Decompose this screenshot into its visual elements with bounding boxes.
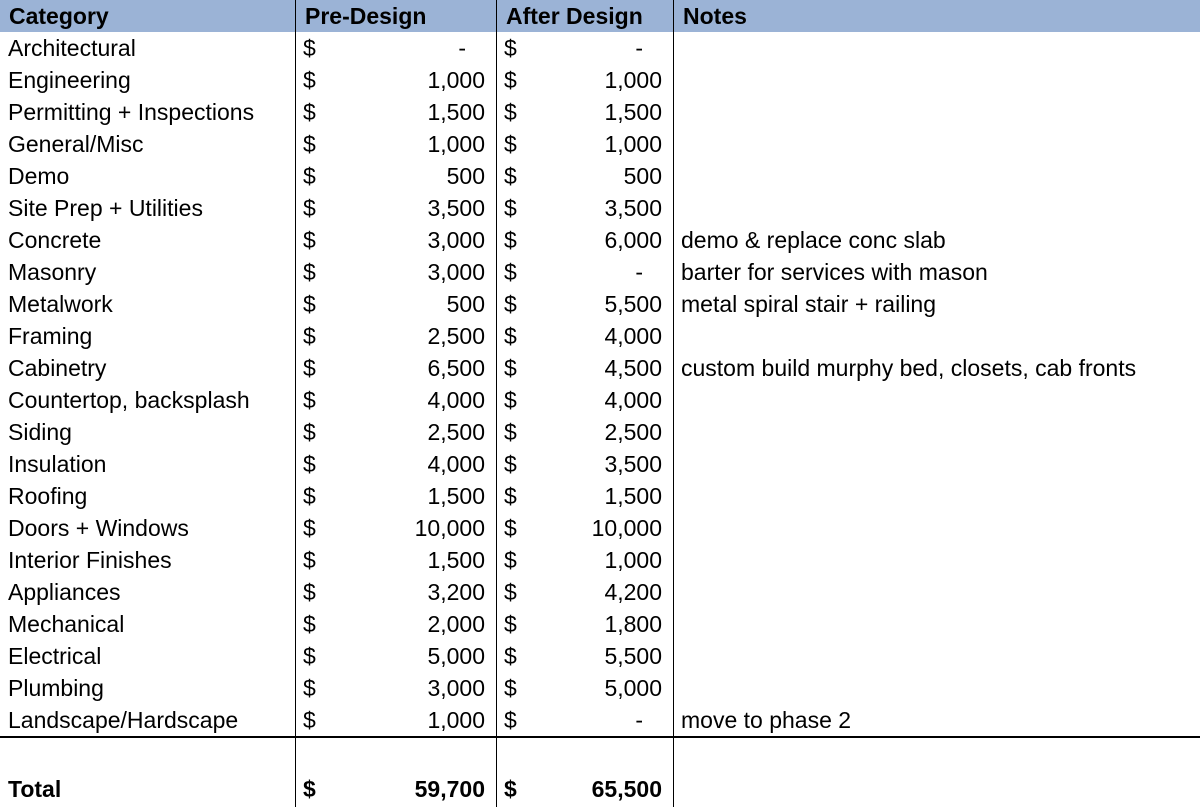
currency-symbol: $ <box>303 67 316 93</box>
row-category: Siding <box>0 416 296 448</box>
row-pre-design <box>296 672 497 704</box>
after-amount: - <box>635 707 643 733</box>
row-pre-design <box>296 192 497 224</box>
row-after-design <box>497 32 674 64</box>
table-row <box>0 544 1200 576</box>
row-after-design <box>497 224 674 256</box>
currency-symbol: $ <box>504 291 517 317</box>
after-amount: - <box>635 259 643 285</box>
table-row <box>0 416 1200 448</box>
row-category: Site Prep + Utilities <box>0 192 296 224</box>
table-row <box>0 352 1200 384</box>
row-pre-design <box>296 448 497 480</box>
total-after-amount: 65,500 <box>591 776 662 802</box>
row-category: Countertop, backsplash <box>0 384 296 416</box>
after-amount: - <box>635 35 643 61</box>
row-pre-design <box>296 704 497 736</box>
table-row <box>0 192 1200 224</box>
table-row <box>0 320 1200 352</box>
row-category: Roofing <box>0 480 296 512</box>
row-after-design <box>497 128 674 160</box>
row-pre-design <box>296 96 497 128</box>
row-after-design <box>497 384 674 416</box>
currency-symbol: $ <box>303 163 316 189</box>
total-after-design <box>497 771 674 807</box>
row-notes <box>674 448 1200 480</box>
row-after-design <box>497 640 674 672</box>
total-row <box>0 771 1200 807</box>
row-category: Cabinetry <box>0 352 296 384</box>
currency-symbol: $ <box>504 131 517 157</box>
row-notes: demo & replace conc slab <box>681 227 946 253</box>
after-amount: 1,000 <box>604 131 662 157</box>
row-notes <box>674 384 1200 416</box>
after-amount: 3,500 <box>604 195 662 221</box>
spacer-row <box>0 738 1200 771</box>
currency-symbol: $ <box>303 611 316 637</box>
row-notes <box>674 96 1200 128</box>
row-category: Architectural <box>0 32 296 64</box>
row-pre-design <box>296 640 497 672</box>
row-category: Demo <box>0 160 296 192</box>
pre-amount: 1,500 <box>427 547 485 573</box>
row-after-design <box>497 416 674 448</box>
budget-rows <box>0 32 1200 736</box>
row-category: Plumbing <box>0 672 296 704</box>
row-pre-design <box>296 384 497 416</box>
currency-symbol: $ <box>303 419 316 445</box>
table-row <box>0 576 1200 608</box>
row-pre-design <box>296 256 497 288</box>
row-notes <box>674 416 1200 448</box>
currency-symbol: $ <box>504 163 517 189</box>
currency-symbol: $ <box>504 387 517 413</box>
row-category: Engineering <box>0 64 296 96</box>
currency-symbol: $ <box>303 483 316 509</box>
currency-symbol: $ <box>303 195 316 221</box>
row-category: Metalwork <box>0 288 296 320</box>
row-notes <box>674 320 1200 352</box>
pre-amount: 1,000 <box>427 67 485 93</box>
pre-amount: 3,000 <box>427 675 485 701</box>
after-amount: 4,000 <box>604 323 662 349</box>
row-after-design <box>497 448 674 480</box>
after-amount: 3,500 <box>604 451 662 477</box>
row-after-design <box>497 608 674 640</box>
after-amount: 2,500 <box>604 419 662 445</box>
row-category: Insulation <box>0 448 296 480</box>
row-notes <box>674 608 1200 640</box>
currency-symbol: $ <box>504 355 517 381</box>
currency-symbol: $ <box>303 675 316 701</box>
table-row <box>0 224 1200 256</box>
row-after-design <box>497 544 674 576</box>
row-pre-design <box>296 416 497 448</box>
row-pre-design <box>296 608 497 640</box>
header-row <box>0 0 1200 32</box>
after-amount: 1,000 <box>604 547 662 573</box>
total-pre-design <box>296 771 497 807</box>
currency-symbol: $ <box>303 643 316 669</box>
after-amount: 1,500 <box>604 99 662 125</box>
pre-amount: 2,500 <box>427 419 485 445</box>
row-category: Permitting + Inspections <box>0 96 296 128</box>
pre-amount: 2,000 <box>427 611 485 637</box>
after-amount: 5,500 <box>604 643 662 669</box>
currency-symbol: $ <box>504 195 517 221</box>
pre-amount: 500 <box>446 291 485 317</box>
currency-symbol: $ <box>303 355 316 381</box>
currency-symbol: $ <box>303 227 316 253</box>
row-notes <box>674 480 1200 512</box>
pre-amount: 1,500 <box>427 483 485 509</box>
row-category: Landscape/Hardscape <box>0 704 296 736</box>
pre-amount: 3,000 <box>427 227 485 253</box>
pre-amount: 3,000 <box>427 259 485 285</box>
currency-symbol: $ <box>303 131 316 157</box>
row-pre-design <box>296 128 497 160</box>
row-category: Electrical <box>0 640 296 672</box>
pre-amount: 5,000 <box>427 643 485 669</box>
row-category: Mechanical <box>0 608 296 640</box>
currency-symbol: $ <box>504 547 517 573</box>
header-category: Category <box>0 0 296 32</box>
currency-symbol: $ <box>504 259 517 285</box>
row-notes <box>674 576 1200 608</box>
pre-amount: 4,000 <box>427 387 485 413</box>
after-amount: 1,500 <box>604 483 662 509</box>
table-row <box>0 96 1200 128</box>
header-pre-design: Pre-Design <box>296 0 497 32</box>
row-category: Masonry <box>0 256 296 288</box>
currency-symbol: $ <box>303 579 316 605</box>
row-pre-design <box>296 512 497 544</box>
currency-symbol: $ <box>504 323 517 349</box>
row-after-design <box>497 160 674 192</box>
total-label: Total <box>0 771 296 807</box>
currency-symbol: $ <box>504 483 517 509</box>
row-after-design <box>497 352 674 384</box>
pre-amount: 10,000 <box>414 515 485 541</box>
row-pre-design <box>296 32 497 64</box>
currency-symbol: $ <box>504 707 517 733</box>
table-row <box>0 704 1200 736</box>
currency-symbol: $ <box>303 323 316 349</box>
table-row <box>0 32 1200 64</box>
row-after-design <box>497 576 674 608</box>
after-amount: 500 <box>623 163 662 189</box>
pre-amount: 1,000 <box>427 131 485 157</box>
currency-symbol: $ <box>504 451 517 477</box>
row-notes <box>674 32 1200 64</box>
row-category: Interior Finishes <box>0 544 296 576</box>
row-after-design <box>497 512 674 544</box>
row-notes <box>674 160 1200 192</box>
pre-amount: 2,500 <box>427 323 485 349</box>
row-pre-design <box>296 224 497 256</box>
row-pre-design <box>296 576 497 608</box>
row-pre-design <box>296 352 497 384</box>
row-after-design <box>497 320 674 352</box>
row-after-design <box>497 256 674 288</box>
header-notes: Notes <box>683 3 747 29</box>
table-row <box>0 256 1200 288</box>
currency-symbol: $ <box>504 67 517 93</box>
table-row <box>0 448 1200 480</box>
after-amount: 1,000 <box>604 67 662 93</box>
row-after-design <box>497 672 674 704</box>
row-pre-design <box>296 320 497 352</box>
currency-symbol: $ <box>504 643 517 669</box>
row-notes <box>674 640 1200 672</box>
row-notes <box>674 672 1200 704</box>
currency-symbol: $ <box>504 419 517 445</box>
currency-symbol: $ <box>303 291 316 317</box>
currency-symbol: $ <box>504 611 517 637</box>
table-row <box>0 672 1200 704</box>
row-category: General/Misc <box>0 128 296 160</box>
table-row <box>0 640 1200 672</box>
row-pre-design <box>296 544 497 576</box>
table-row <box>0 512 1200 544</box>
after-amount: 4,200 <box>604 579 662 605</box>
pre-amount: 1,000 <box>427 707 485 733</box>
currency-symbol: $ <box>303 707 316 733</box>
after-amount: 10,000 <box>591 515 662 541</box>
table-row <box>0 608 1200 640</box>
pre-amount: 1,500 <box>427 99 485 125</box>
table-row <box>0 128 1200 160</box>
row-after-design <box>497 288 674 320</box>
row-pre-design <box>296 480 497 512</box>
table-row <box>0 160 1200 192</box>
after-amount: 6,000 <box>604 227 662 253</box>
row-pre-design <box>296 160 497 192</box>
after-amount: 4,000 <box>604 387 662 413</box>
row-notes: barter for services with mason <box>681 259 988 285</box>
currency-symbol: $ <box>303 515 316 541</box>
currency-symbol: $ <box>504 99 517 125</box>
pre-amount: 4,000 <box>427 451 485 477</box>
row-notes <box>674 128 1200 160</box>
row-pre-design <box>296 288 497 320</box>
row-category: Framing <box>0 320 296 352</box>
currency-symbol: $ <box>303 387 316 413</box>
table-row <box>0 480 1200 512</box>
currency-symbol: $ <box>504 35 517 61</box>
currency-symbol: $ <box>303 35 316 61</box>
row-notes: move to phase 2 <box>681 707 852 733</box>
table-row <box>0 288 1200 320</box>
row-category: Doors + Windows <box>0 512 296 544</box>
after-amount: 5,000 <box>604 675 662 701</box>
currency-symbol: $ <box>303 259 316 285</box>
row-notes <box>674 544 1200 576</box>
after-amount: 4,500 <box>604 355 662 381</box>
row-category: Concrete <box>0 224 296 256</box>
header-after-design: After Design <box>497 0 674 32</box>
row-notes: custom build murphy bed, closets, cab fronts <box>681 355 1137 381</box>
total-pre-amount: 59,700 <box>414 776 485 802</box>
pre-amount: 6,500 <box>427 355 485 381</box>
row-notes <box>674 512 1200 544</box>
row-after-design <box>497 192 674 224</box>
row-after-design <box>497 96 674 128</box>
row-notes <box>674 64 1200 96</box>
after-amount: 1,800 <box>604 611 662 637</box>
currency-symbol: $ <box>504 227 517 253</box>
currency-symbol: $ <box>303 547 316 573</box>
pre-amount: - <box>458 35 466 61</box>
currency-symbol: $ <box>504 515 517 541</box>
row-after-design <box>497 64 674 96</box>
row-pre-design <box>296 64 497 96</box>
table-row <box>0 384 1200 416</box>
row-category: Appliances <box>0 576 296 608</box>
row-notes <box>674 192 1200 224</box>
pre-amount: 500 <box>446 163 485 189</box>
currency-symbol: $ <box>504 675 517 701</box>
currency-symbol: $ <box>303 451 316 477</box>
row-after-design <box>497 704 674 736</box>
pre-amount: 3,500 <box>427 195 485 221</box>
currency-symbol: $ <box>504 776 517 802</box>
row-after-design <box>497 480 674 512</box>
currency-symbol: $ <box>504 579 517 605</box>
after-amount: 5,500 <box>604 291 662 317</box>
currency-symbol: $ <box>303 99 316 125</box>
row-notes: metal spiral stair + railing <box>681 291 937 317</box>
pre-amount: 3,200 <box>427 579 485 605</box>
currency-symbol: $ <box>303 776 316 802</box>
table-row <box>0 64 1200 96</box>
